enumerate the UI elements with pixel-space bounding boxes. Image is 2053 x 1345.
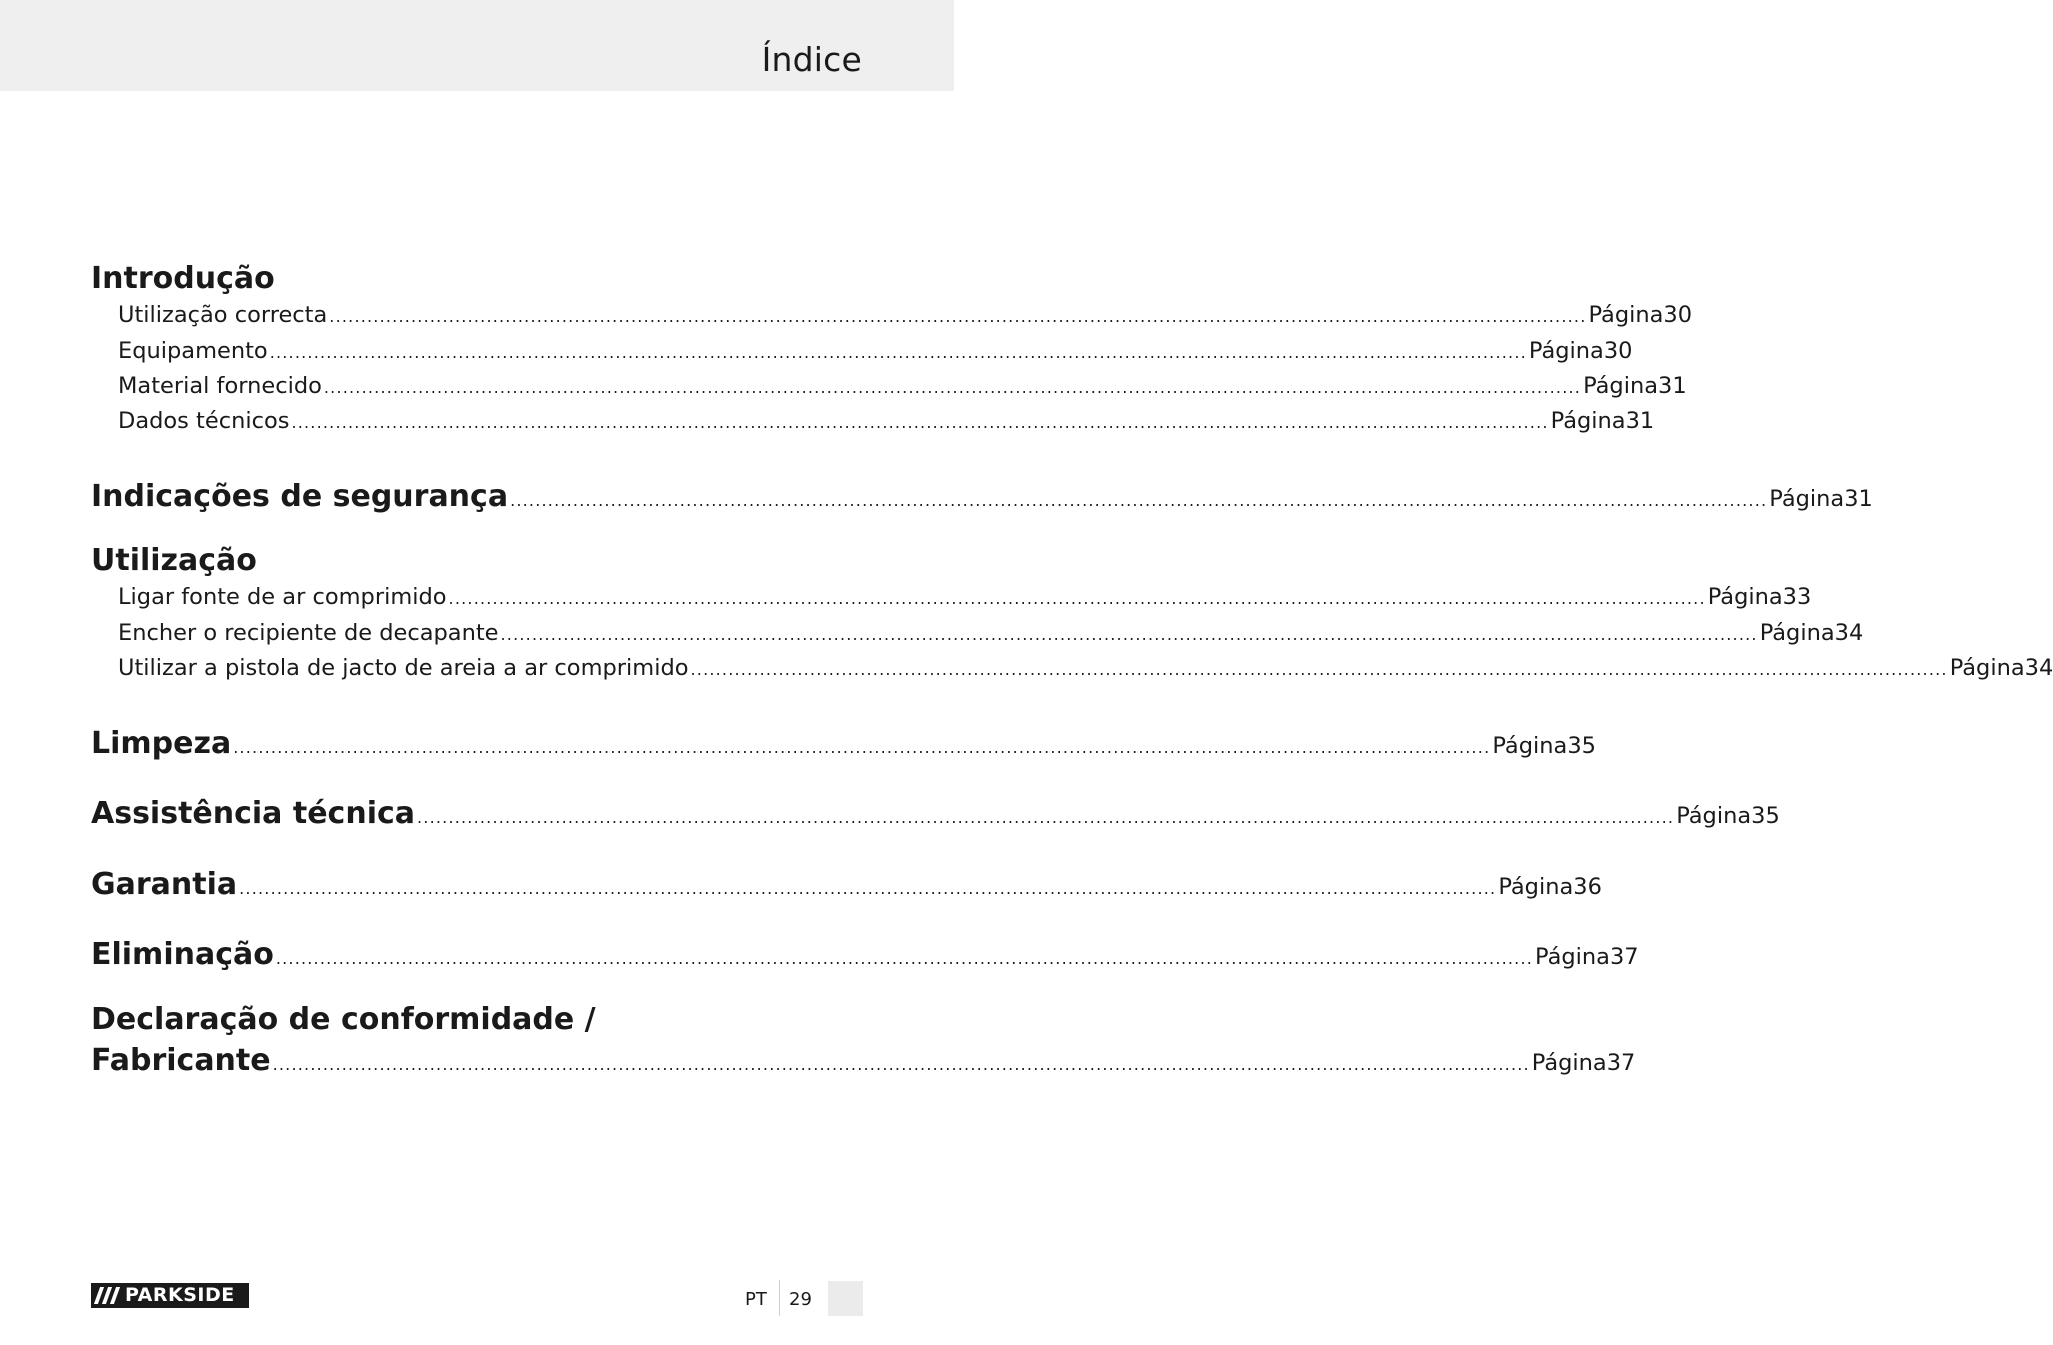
page-number: 33 <box>1782 584 1812 610</box>
toc-entry-label: Utilizar a pistola de jacto de areia a ar comprimido <box>118 655 689 681</box>
leader-dots: ........................................................................................................................................................................................................ <box>291 413 1549 432</box>
toc-entry-label: Equipamento <box>118 338 268 364</box>
section-title-assistencia: Assistência técnica <box>91 796 416 831</box>
toc-entry-label: Ligar fonte de ar comprimido <box>118 584 447 610</box>
page-word: Página <box>1531 1050 1607 1076</box>
section-title-introducao: Introdução <box>91 261 275 296</box>
toc-entry-dados-tecnicos[interactable] <box>118 408 1655 438</box>
page-word: Página <box>1588 302 1664 328</box>
toc-entry-utilizar-pistola[interactable] <box>118 655 2053 685</box>
leader-dots: ........................................................................................................................................................................................................ <box>690 660 1948 679</box>
page-word: Página <box>1550 408 1626 434</box>
page-number: 30 <box>1603 338 1633 364</box>
page-word: Página <box>1769 486 1845 512</box>
leader-dots: ........................................................................................................................................................................................................ <box>275 949 1534 968</box>
footer-tab-box <box>828 1281 863 1316</box>
leader-dots: ........................................................................................................................................................................................................ <box>329 307 1587 326</box>
leader-dots: ........................................................................................................................................................................................................ <box>239 879 1497 898</box>
toc-entry-material-fornecido[interactable] <box>118 373 1687 403</box>
toc-entry-label: Utilização correcta <box>118 302 328 328</box>
page-number: 35 <box>1751 803 1780 829</box>
page-word: Página <box>1676 803 1752 829</box>
leader-dots: ........................................................................................................................................................................................................ <box>323 378 1582 397</box>
page-word: Página <box>1492 733 1568 759</box>
leader-dots: ........................................................................................................................................................................................................ <box>500 625 1758 644</box>
leader-dots: ........................................................................................................................................................................................................ <box>448 589 1706 608</box>
page-number: 36 <box>1573 874 1602 900</box>
toc-entry-assistencia-tecnica[interactable] <box>91 796 1780 831</box>
page-word: Página <box>1707 584 1783 610</box>
page-word: Página <box>1528 338 1604 364</box>
page-number-footer: 29 <box>789 1289 812 1310</box>
toc-entry-label: Material fornecido <box>118 373 322 399</box>
toc-entry-equipamento[interactable] <box>118 338 1633 368</box>
page-number: 34 <box>2024 655 2053 681</box>
toc-entry-limpeza[interactable] <box>91 726 1596 761</box>
footer-divider <box>779 1280 780 1316</box>
page-number: 31 <box>1658 373 1687 399</box>
toc-entry-garantia[interactable] <box>91 867 1602 902</box>
page-number: 30 <box>1663 302 1693 328</box>
page-number: 37 <box>1609 944 1639 970</box>
toc-entry-label: Dados técnicos <box>118 408 290 434</box>
language-code: PT <box>745 1289 767 1310</box>
leader-dots: ........................................................................................................................................................................................................ <box>233 738 1491 757</box>
page-word: Página <box>1759 620 1835 646</box>
brand-name: PARKSIDE <box>125 1284 235 1306</box>
page-number: 34 <box>1834 620 1864 646</box>
toc-entry-ligar-fonte[interactable] <box>118 584 1812 614</box>
toc-entry-eliminacao[interactable] <box>91 937 1639 972</box>
leader-dots: ........................................................................................................................................................................................................ <box>269 343 1527 362</box>
page-number: 31 <box>1844 486 1873 512</box>
page-number: 35 <box>1567 733 1596 759</box>
page-number: 31 <box>1625 408 1655 434</box>
toc-entry-fabricante[interactable] <box>91 1043 1636 1078</box>
section-title-declaracao: Declaração de conformidade / <box>91 1002 596 1037</box>
leader-dots: ........................................................................................................................................................................................................ <box>510 491 1768 510</box>
section-title-indicacoes: Indicações de segurança <box>91 479 509 514</box>
leader-dots: ........................................................................................................................................................................................................ <box>272 1055 1530 1074</box>
page-number: 37 <box>1606 1050 1636 1076</box>
page-title: Índice <box>761 40 862 79</box>
page-word: Página <box>1949 655 2025 681</box>
section-title-utilizacao: Utilização <box>91 543 257 578</box>
page-word: Página <box>1583 373 1658 399</box>
section-title-limpeza: Limpeza <box>91 726 232 761</box>
section-title-garantia: Garantia <box>91 867 238 902</box>
logo-stripes-icon <box>91 1283 125 1308</box>
toc-entry-label: Encher o recipiente de decapante <box>118 620 499 646</box>
section-title-fabricante: Fabricante <box>91 1043 271 1078</box>
page-word: Página <box>1498 874 1574 900</box>
leader-dots: ........................................................................................................................................................................................................ <box>417 808 1675 827</box>
section-title-eliminacao: Eliminação <box>91 937 274 972</box>
toc-entry-indicacoes-de-seguranca[interactable] <box>91 479 1873 514</box>
toc-entry-utilizacao-correcta[interactable] <box>118 302 1693 332</box>
page-word: Página <box>1535 944 1610 970</box>
toc-entry-encher-recipiente[interactable] <box>118 620 1864 650</box>
parkside-logo <box>91 1283 249 1308</box>
